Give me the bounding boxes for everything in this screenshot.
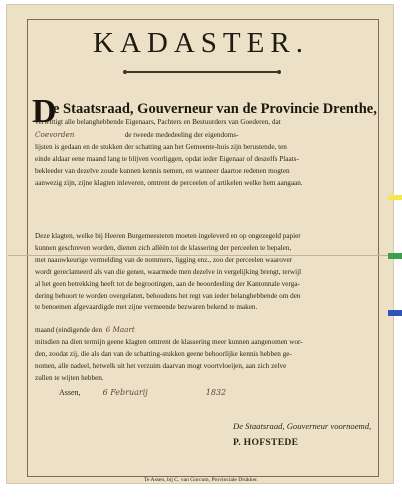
text-line: wordt gereclameerd als van die genen, waarmede men dezelve in vergelijking brengt, terwijl	[35, 267, 302, 276]
text-line: den, zoodat zij, die als dan van de schatting-stukken geene behoorlijke kennis hebben ge-	[35, 349, 292, 358]
color-target-yellow	[388, 195, 402, 200]
paragraph-complaints	[35, 231, 369, 314]
date-line	[59, 388, 226, 397]
text-line: lijsten is gedaan en de stukken der schatting aan het Gemeente-huis zijn berustende, ten	[35, 142, 287, 151]
text-line: mitsdien na dien termijn geene klagten omtrent de klassering meer kunnen aangenomen wor-	[35, 337, 303, 346]
text-line: al het geen betrekking heeft tot de begrootingen, aan de beoordeeling der Kantonnale verga-	[35, 279, 300, 288]
paragraph-deadline	[35, 324, 369, 385]
text-line: Deze klagten, welke bij Heeren Burgemeesteren moeten ingeleverd en op ongezegeld papier	[35, 232, 301, 240]
text-line: verwittigt alle belanghebbende Eigenaars, Pachters en Bestuurders van Goederen, dat	[35, 118, 281, 126]
title-ornament-rule	[127, 71, 277, 73]
text-line	[35, 324, 369, 337]
text-fragment: de tweede mededeeling der eigendoms-	[124, 130, 239, 139]
drop-cap: D	[32, 93, 57, 130]
color-target-green	[388, 253, 402, 259]
text-line: bekleeder van dezelve zoude kunnen kennis nemen, en wanneer daartoe redenen mogten	[35, 166, 290, 175]
document-sheet	[6, 4, 394, 484]
paper-fold-crease	[8, 255, 392, 256]
text-line: dering behoort te worden overgelaten, behoudens het regt van ieder belanghebbende om den	[35, 291, 301, 300]
proclamation-heading: e Staatsraad, Gouverneur van de Provincie Drenthe,	[53, 101, 377, 117]
text-line: te benoemen afgevaardigde met zijne vermeende bezwaren bekend te maken.	[35, 303, 258, 312]
printer-imprint: Te Assen, bij C. van Gorcum, Provinciale Drukker.	[143, 477, 259, 483]
text-fragment: maand (eindigende den	[35, 326, 103, 334]
handwritten-year: 1832	[205, 388, 227, 397]
signer-name: P. HOFSTEDE	[233, 437, 299, 448]
document-title: KADASTER.	[93, 27, 309, 59]
text-line: einde aldaar eene maand lang te blijven voorliggen, opdat ieder Eigenaar of deszelfs Plaats-	[35, 154, 299, 163]
text-line: met naauwkeurige vermelding van de nommers, ligging enz., zoo der perceelen waarover	[35, 255, 293, 264]
signer-title: De Staatsraad, Gouverneur voornoemd,	[233, 421, 372, 431]
text-line: aanwezig zijn, zijne klagten inleveren, omtrent de perceelen of artikelen welke hem aangaan.	[35, 178, 303, 187]
handwritten-deadline-date: 6 Maart	[105, 325, 135, 334]
text-line: zullen te wijten hebben.	[35, 373, 104, 382]
paragraph-announcement	[35, 117, 369, 189]
color-target-blue	[388, 310, 402, 316]
date-place: Assen,	[59, 388, 81, 397]
text-line: kunnen geschreven worden, dienen zich alléén tot de klassering der perceelen te bepalen,	[35, 243, 292, 252]
handwritten-gemeente: Coevorden	[35, 129, 75, 139]
text-line: nomen, alle nadeel, hetwelk uit het verzuim daarvan mogt voortvloeijen, aan zich zelve	[35, 361, 287, 370]
handwritten-date: 6 Februarij	[102, 388, 148, 397]
text-line	[35, 129, 369, 142]
